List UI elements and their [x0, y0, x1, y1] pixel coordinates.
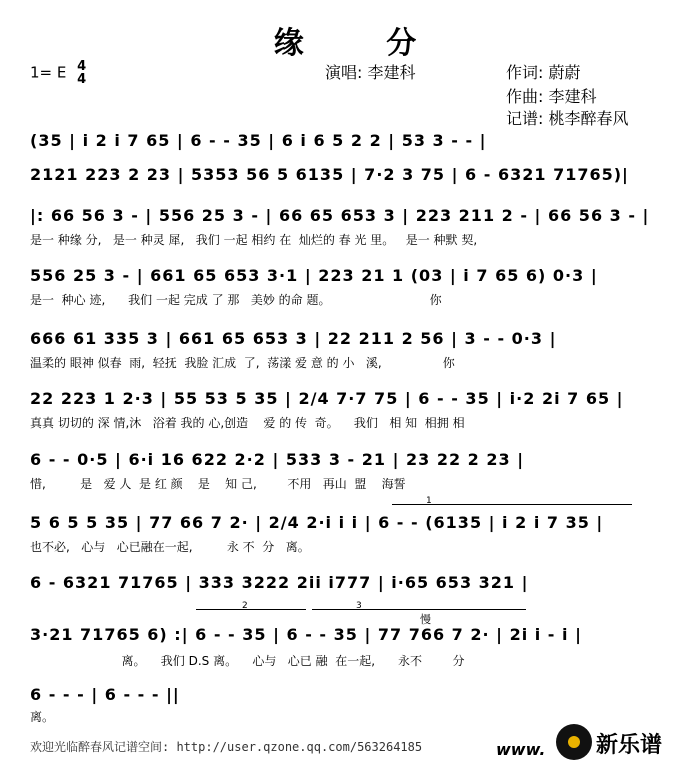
score-row-5 — [30, 328, 660, 370]
notes: 6 - 6321 71765 | 333 3222 2ii i777 | i·65 653 321 | — [30, 573, 529, 592]
notes: 2121 223 2 23 | 5353 56 5 6135 | 7·2 3 75 | 6 - 6321 71765)| — [30, 165, 629, 184]
score-row-6 — [30, 388, 660, 430]
time-top: 4 — [77, 59, 87, 74]
site-logo[interactable] — [556, 722, 688, 762]
lyrics: 真真 切切的 深 情,沐 浴着 我的 心,创造 爱 的 传 奇。 我们 相 知 相拥 相 — [30, 416, 465, 430]
score-row-11 — [30, 684, 660, 724]
song-title: 缘 分 — [273, 26, 453, 61]
lyrics: 也不必, 心与 心已融在一起, 永 不 分 离。 — [30, 540, 310, 554]
time-bottom: 4 — [77, 72, 87, 87]
lyrics: 是一 种心 迹, 我们 一起 完成 了 那 美妙 的命 题。 你 — [30, 293, 442, 307]
score-row-4 — [30, 265, 660, 307]
notes: 666 61 335 3 | 661 65 653 3 | 22 211 2 56 | 3 - - 0·3 | — [30, 329, 557, 348]
score-row-2 — [30, 164, 660, 188]
score-row-10 — [30, 624, 660, 668]
notes: 6 - - 0·5 | 6·i 16 622 2·2 | 533 3 - 21 | 23 22 2 23 | — [30, 450, 525, 469]
score-row-7 — [30, 449, 660, 491]
volta-2-label: 2 — [242, 601, 248, 611]
volta-1-label: 1 — [426, 496, 432, 506]
score-row-9 — [30, 572, 660, 596]
notes: 556 25 3 - | 661 65 653 3·1 | 223 21 1 (03 | i 7 65 6) 0·3 | — [30, 266, 598, 285]
volta-3-line — [312, 609, 526, 610]
score-row-8 — [30, 512, 660, 554]
notes: (35 | i 2 i 7 65 | 6 - - 35 | 6 i 6 5 2 2 | 53 3 - - | — [30, 131, 487, 150]
lyrics: 惜, 是 爱 人 是 红 颜 是 知 己, 不用 再山 盟 海誓 — [30, 477, 406, 491]
notes: 6 - - - | 6 - - - || — [30, 685, 180, 704]
notes: |: 66 56 3 - | 556 25 3 - | 66 65 653 3 | 223 211 2 - | 66 56 3 - | — [30, 206, 650, 225]
logo-text: 新乐谱 — [596, 733, 663, 758]
notes: 3·21 71765 6) :| 6 - - 35 | 6 - - 35 | 77 766 7 2· | 2i i - i | — [30, 625, 582, 644]
composer: 作曲: 李建科 — [506, 87, 597, 106]
lyrics: 是一 种缘 分, 是一 种灵 犀, 我们 一起 相约 在 灿烂的 春 光 里。 是一 种默 契, — [30, 233, 478, 247]
footer-link[interactable]: 欢迎光临醉春风记谱空间: http://user.qzone.qq.com/563264185 — [30, 740, 423, 754]
lyricist: 作词: 蔚蔚 — [506, 63, 581, 82]
notes: 5 6 5 5 35 | 77 66 7 2· | 2/4 2·i i i | 6 - - (6135 | i 2 i 7 35 | — [30, 513, 604, 532]
www-text: www. — [496, 740, 546, 759]
volta-3-label: 3 — [356, 601, 362, 611]
time-signature — [77, 60, 86, 86]
lyrics: 温柔的 眼神 似春 雨, 轻抚 我脸 汇成 了, 荡漾 爱 意 的 小 溪, 你 — [30, 356, 455, 370]
transcriber: 记谱: 桃李醉春风 — [506, 109, 629, 128]
notes: 22 223 1 2·3 | 55 53 5 35 | 2/4 7·7 75 | 6 - - 35 | i·2 2i 7 65 | — [30, 389, 624, 408]
singer: 演唱: 李建科 — [325, 63, 416, 82]
lyrics: 离。 我们 D.S 离。 心与 心已 融 在一起, 永不 分 — [30, 654, 465, 668]
lyrics: 离。 — [30, 710, 55, 724]
volta-2-line — [196, 609, 306, 610]
key-label: 1= E — [30, 63, 67, 82]
score-row-1 — [30, 130, 660, 154]
tempo-slow-label: 慢 — [420, 613, 431, 626]
score-row-3 — [30, 205, 660, 247]
key-signature — [30, 60, 86, 86]
record-icon — [556, 724, 592, 760]
